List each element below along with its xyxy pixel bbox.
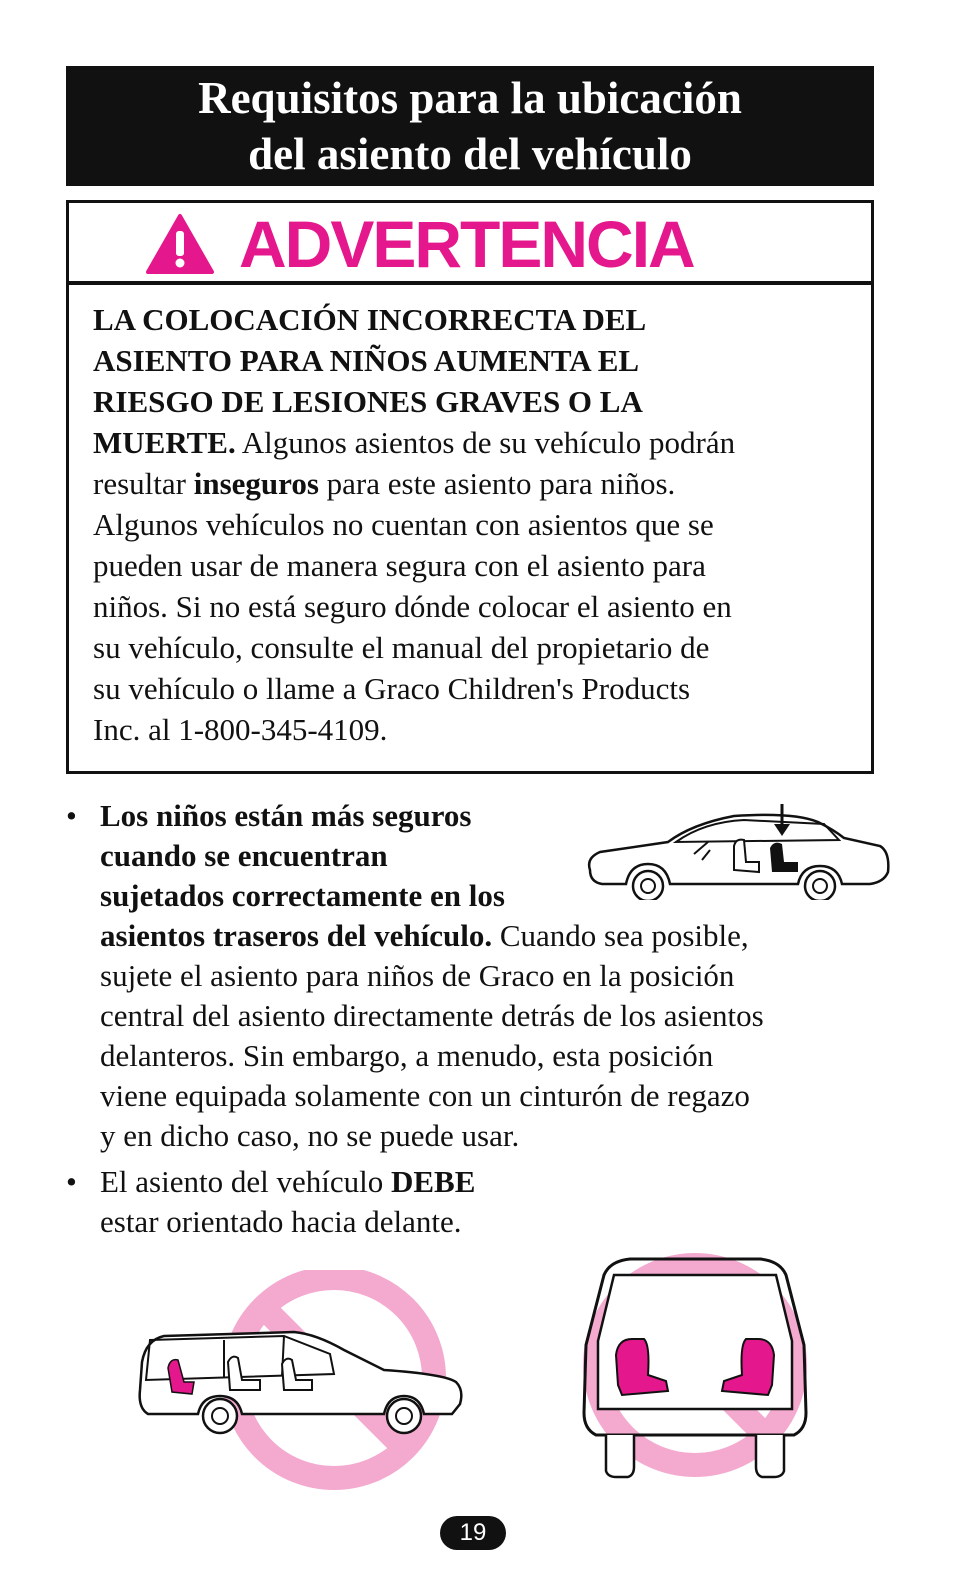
bullet-forward-facing [66, 1162, 586, 1252]
bullet-line: cuando se encuentran [100, 838, 388, 873]
bullet-span: Cuando sea posible, [492, 918, 749, 953]
bullet-marker: • [66, 1164, 77, 1199]
bullet-marker: • [66, 798, 77, 833]
warning-line: ASIENTO PARA NIÑOS AUMENTA EL [93, 343, 640, 378]
warning-span: resultar [93, 466, 194, 501]
van-rear-view-illustration [570, 1245, 820, 1485]
warning-line: niños. Si no está seguro dónde colocar el asiento en [93, 589, 732, 624]
bullet-line: viene equipada solamente con un cinturón de regazo [100, 1078, 750, 1113]
warning-line: pueden usar de manera segura con el asiento para [93, 548, 706, 583]
warning-line: Inc. al 1-800-345-4109. [93, 712, 388, 747]
sedan-rear-seat-illustration [584, 800, 894, 900]
warning-line: Algunos vehículos no cuentan con asientos que se [93, 507, 714, 542]
warning-line [93, 463, 853, 504]
bullet-line: sujete el asiento para niños de Graco en la posición [100, 958, 735, 993]
wagon-side-facing-illustration [134, 1270, 464, 1490]
warning-text [93, 299, 853, 750]
warning-span: para este asiento para niños. [318, 466, 676, 501]
warning-box [66, 200, 874, 774]
bullet-line: estar orientado hacia delante. [100, 1204, 462, 1239]
bullet-line: y en dicho caso, no se puede usar. [100, 1118, 520, 1153]
warning-triangle-icon [145, 213, 215, 275]
warning-bold-span: inseguros [193, 466, 319, 501]
bullet-span: El asiento del vehículo [100, 1164, 391, 1199]
warning-line: RIESGO DE LESIONES GRAVES O LA [93, 384, 643, 419]
warning-line: LA COLOCACIÓN INCORRECTA DEL [93, 302, 647, 337]
bullet-line: delanteros. Sin embargo, a menudo, esta posición [100, 1038, 714, 1073]
warning-header [69, 203, 871, 285]
warning-heading: ADVERTENCIA [239, 207, 694, 281]
section-title-line-1: Requisitos para la ubicación [198, 73, 742, 123]
bullet-line: Los niños están más seguros [100, 798, 472, 833]
bullet-line [100, 916, 890, 956]
section-title-line-2: del asiento del vehículo [248, 129, 692, 179]
bullet-line: central del asiento directamente detrás de los asientos [100, 998, 764, 1033]
section-title [66, 66, 874, 186]
warning-line: su vehículo o llame a Graco Children's Products [93, 671, 691, 706]
warning-line [93, 422, 853, 463]
bullet-line: sujetados correctamente en los [100, 878, 505, 913]
warning-bold-span: MUERTE. [93, 425, 236, 460]
bullet-bold-span: DEBE [390, 1164, 476, 1199]
warning-line: su vehículo, consulte el manual del propietario de [93, 630, 710, 665]
bullet-text [100, 1162, 590, 1242]
bullet-line [100, 1162, 590, 1202]
bullet-bold-span: asientos traseros del vehículo. [100, 918, 493, 953]
warning-span: Algunos asientos de su vehículo podrán [235, 425, 736, 460]
page-number: 19 [440, 1516, 506, 1550]
